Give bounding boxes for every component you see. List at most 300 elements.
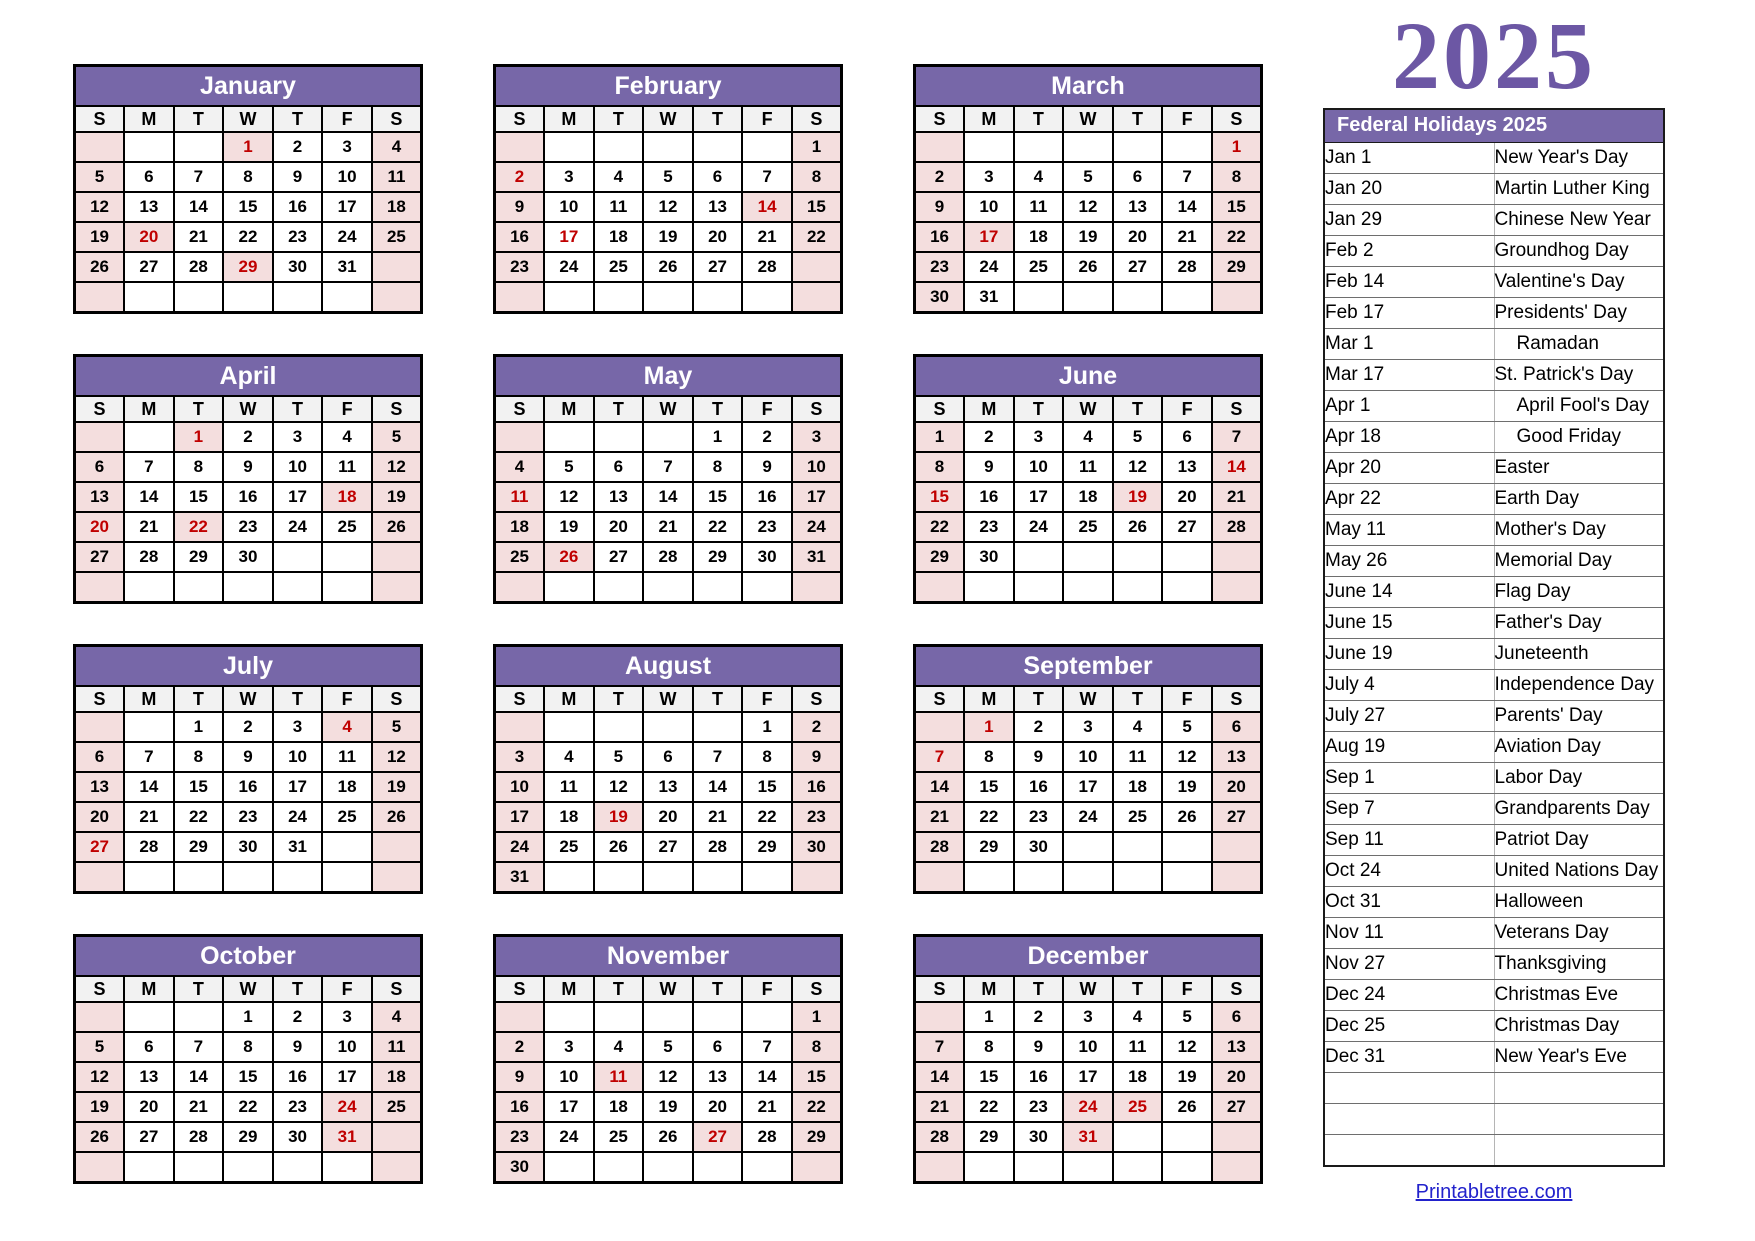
day-cell: 1 — [223, 132, 273, 162]
holiday-date: Jan 1 — [1324, 143, 1494, 174]
day-cell: 20 — [1113, 222, 1163, 252]
day-cell — [273, 282, 323, 313]
day-cell — [693, 1152, 743, 1183]
day-cell: 27 — [1212, 1092, 1262, 1122]
day-cell: 25 — [544, 832, 594, 862]
day-cell: 8 — [174, 452, 224, 482]
day-cell — [693, 862, 743, 893]
holiday-name: Labor Day — [1494, 763, 1664, 794]
day-cell: 30 — [223, 542, 273, 572]
day-cell — [124, 1002, 174, 1032]
day-cell: 23 — [964, 512, 1014, 542]
month-august — [493, 644, 843, 894]
day-cell — [495, 422, 545, 452]
weekday-header: W — [223, 976, 273, 1002]
day-cell: 26 — [643, 1122, 693, 1152]
day-cell: 30 — [273, 1122, 323, 1152]
day-cell — [643, 572, 693, 603]
day-cell: 17 — [322, 192, 372, 222]
holiday-row — [1324, 236, 1664, 267]
day-cell: 1 — [742, 712, 792, 742]
weekday-header: W — [1063, 976, 1113, 1002]
month-may — [493, 354, 843, 604]
day-cell: 22 — [174, 802, 224, 832]
day-cell — [643, 282, 693, 313]
day-cell: 19 — [372, 772, 422, 802]
day-cell: 27 — [594, 542, 644, 572]
weekday-header: T — [1014, 686, 1064, 712]
day-cell — [174, 282, 224, 313]
day-cell — [792, 862, 842, 893]
day-cell: 22 — [223, 1092, 273, 1122]
holiday-date: July 27 — [1324, 701, 1494, 732]
weekday-header: T — [174, 396, 224, 422]
holiday-name: Ramadan — [1494, 329, 1664, 360]
holiday-row — [1324, 360, 1664, 391]
holiday-row-empty — [1324, 1135, 1664, 1167]
weekday-header: S — [792, 976, 842, 1002]
holiday-date: May 26 — [1324, 546, 1494, 577]
holiday-name: Easter — [1494, 453, 1664, 484]
day-cell: 30 — [915, 282, 965, 313]
day-cell: 17 — [544, 1092, 594, 1122]
day-cell — [643, 132, 693, 162]
day-cell: 29 — [174, 542, 224, 572]
day-cell: 24 — [1014, 512, 1064, 542]
holiday-name: Veterans Day — [1494, 918, 1664, 949]
day-cell: 22 — [792, 222, 842, 252]
holiday-name: Good Friday — [1494, 422, 1664, 453]
day-cell — [544, 572, 594, 603]
holiday-row — [1324, 608, 1664, 639]
day-cell: 10 — [544, 1062, 594, 1092]
holiday-date-empty — [1324, 1135, 1494, 1167]
holiday-date: Jan 20 — [1324, 174, 1494, 205]
day-cell — [742, 862, 792, 893]
day-cell: 5 — [594, 742, 644, 772]
day-cell: 25 — [1063, 512, 1113, 542]
day-cell: 22 — [964, 802, 1014, 832]
weekday-header: F — [322, 106, 372, 132]
day-cell: 21 — [742, 1092, 792, 1122]
month-november — [493, 934, 843, 1184]
day-cell: 6 — [75, 742, 125, 772]
day-cell — [322, 542, 372, 572]
day-cell: 15 — [174, 482, 224, 512]
day-cell: 13 — [643, 772, 693, 802]
day-cell: 27 — [1162, 512, 1212, 542]
day-cell: 7 — [915, 1032, 965, 1062]
day-cell: 16 — [273, 1062, 323, 1092]
day-cell: 12 — [643, 1062, 693, 1092]
day-cell: 20 — [124, 222, 174, 252]
day-cell: 16 — [223, 772, 273, 802]
day-cell: 24 — [322, 1092, 372, 1122]
day-cell: 1 — [964, 712, 1014, 742]
day-cell: 1 — [1212, 132, 1262, 162]
day-cell — [964, 132, 1014, 162]
day-cell — [1162, 542, 1212, 572]
holiday-date: Mar 1 — [1324, 329, 1494, 360]
day-cell: 19 — [594, 802, 644, 832]
weekday-header: T — [174, 686, 224, 712]
weekday-header: M — [544, 976, 594, 1002]
day-cell: 25 — [322, 512, 372, 542]
day-cell: 9 — [792, 742, 842, 772]
day-cell: 31 — [273, 832, 323, 862]
weekday-header: S — [495, 106, 545, 132]
day-cell: 16 — [915, 222, 965, 252]
day-cell: 21 — [643, 512, 693, 542]
holiday-name: Earth Day — [1494, 484, 1664, 515]
day-cell — [75, 282, 125, 313]
weekday-header: F — [742, 396, 792, 422]
day-cell: 4 — [1113, 712, 1163, 742]
day-cell: 16 — [742, 482, 792, 512]
day-cell: 7 — [1162, 162, 1212, 192]
day-cell — [742, 1002, 792, 1032]
holiday-date: Sep 11 — [1324, 825, 1494, 856]
day-cell: 25 — [594, 252, 644, 282]
day-cell — [174, 132, 224, 162]
day-cell: 15 — [693, 482, 743, 512]
day-cell: 17 — [964, 222, 1014, 252]
day-cell: 27 — [124, 1122, 174, 1152]
day-cell: 10 — [273, 742, 323, 772]
day-cell: 1 — [174, 712, 224, 742]
day-cell: 12 — [544, 482, 594, 512]
day-cell: 2 — [1014, 1002, 1064, 1032]
day-cell: 6 — [75, 452, 125, 482]
day-cell — [174, 1002, 224, 1032]
day-cell — [1113, 862, 1163, 893]
day-cell: 1 — [693, 422, 743, 452]
day-cell: 14 — [124, 482, 174, 512]
day-cell: 18 — [322, 772, 372, 802]
day-cell: 18 — [1014, 222, 1064, 252]
day-cell: 31 — [964, 282, 1014, 313]
day-cell — [372, 572, 422, 603]
day-cell: 8 — [915, 452, 965, 482]
day-cell: 7 — [693, 742, 743, 772]
holiday-row — [1324, 422, 1664, 453]
weekday-header: S — [495, 976, 545, 1002]
day-cell: 9 — [273, 162, 323, 192]
month-title: June — [915, 356, 1262, 397]
weekday-header: S — [915, 106, 965, 132]
day-cell — [174, 1152, 224, 1183]
holiday-name: Halloween — [1494, 887, 1664, 918]
day-cell: 26 — [594, 832, 644, 862]
holiday-date: Oct 24 — [1324, 856, 1494, 887]
day-cell: 11 — [495, 482, 545, 512]
day-cell — [594, 132, 644, 162]
day-cell: 16 — [223, 482, 273, 512]
weekday-header: W — [643, 106, 693, 132]
day-cell: 31 — [322, 1122, 372, 1152]
day-cell — [1063, 832, 1113, 862]
day-cell: 8 — [742, 742, 792, 772]
day-cell — [1063, 862, 1113, 893]
day-cell — [964, 572, 1014, 603]
day-cell — [915, 572, 965, 603]
holiday-row — [1324, 732, 1664, 763]
day-cell: 11 — [1113, 1032, 1163, 1062]
day-cell — [124, 572, 174, 603]
day-cell — [1162, 1122, 1212, 1152]
day-cell — [273, 1152, 323, 1183]
months-grid — [73, 64, 1263, 1176]
day-cell: 10 — [273, 452, 323, 482]
day-cell: 29 — [693, 542, 743, 572]
holiday-name: Aviation Day — [1494, 732, 1664, 763]
weekday-header: W — [223, 396, 273, 422]
day-cell: 1 — [223, 1002, 273, 1032]
holiday-row — [1324, 267, 1664, 298]
weekday-header: W — [643, 976, 693, 1002]
day-cell: 21 — [174, 1092, 224, 1122]
holiday-row — [1324, 1011, 1664, 1042]
weekday-header: T — [1113, 396, 1163, 422]
year-title: 2025 — [1392, 2, 1596, 109]
weekday-header: M — [544, 106, 594, 132]
holiday-name-empty — [1494, 1073, 1664, 1104]
day-cell: 28 — [124, 542, 174, 572]
day-cell: 24 — [792, 512, 842, 542]
day-cell: 4 — [495, 452, 545, 482]
day-cell: 18 — [594, 222, 644, 252]
holiday-name: Chinese New Year — [1494, 205, 1664, 236]
day-cell: 11 — [372, 1032, 422, 1062]
holiday-row — [1324, 391, 1664, 422]
holiday-date: Nov 11 — [1324, 918, 1494, 949]
day-cell: 21 — [915, 1092, 965, 1122]
day-cell: 4 — [322, 422, 372, 452]
day-cell: 3 — [322, 1002, 372, 1032]
day-cell — [174, 862, 224, 893]
day-cell: 17 — [792, 482, 842, 512]
day-cell: 18 — [1113, 772, 1163, 802]
day-cell: 14 — [643, 482, 693, 512]
day-cell — [495, 1002, 545, 1032]
day-cell: 6 — [124, 162, 174, 192]
day-cell: 16 — [1014, 1062, 1064, 1092]
day-cell: 29 — [915, 542, 965, 572]
day-cell — [1212, 832, 1262, 862]
day-cell — [223, 1152, 273, 1183]
day-cell: 23 — [792, 802, 842, 832]
day-cell: 14 — [124, 772, 174, 802]
day-cell: 27 — [693, 1122, 743, 1152]
month-title: September — [915, 646, 1262, 687]
day-cell: 22 — [915, 512, 965, 542]
footer — [1323, 1181, 1665, 1204]
day-cell: 27 — [643, 832, 693, 862]
day-cell: 29 — [964, 832, 1014, 862]
day-cell: 30 — [495, 1152, 545, 1183]
day-cell: 22 — [792, 1092, 842, 1122]
day-cell: 4 — [322, 712, 372, 742]
day-cell: 13 — [693, 1062, 743, 1092]
day-cell — [1063, 572, 1113, 603]
day-cell: 3 — [273, 712, 323, 742]
day-cell — [915, 1002, 965, 1032]
day-cell: 1 — [964, 1002, 1014, 1032]
day-cell: 15 — [174, 772, 224, 802]
day-cell: 27 — [124, 252, 174, 282]
day-cell: 1 — [915, 422, 965, 452]
day-cell: 8 — [693, 452, 743, 482]
day-cell — [75, 1002, 125, 1032]
day-cell — [594, 282, 644, 313]
holiday-date: Feb 17 — [1324, 298, 1494, 329]
weekday-header: S — [75, 686, 125, 712]
day-cell: 31 — [792, 542, 842, 572]
weekday-header: S — [792, 686, 842, 712]
day-cell: 8 — [174, 742, 224, 772]
weekday-header: W — [223, 106, 273, 132]
holiday-name: April Fool's Day — [1494, 391, 1664, 422]
holiday-date: Feb 14 — [1324, 267, 1494, 298]
day-cell: 17 — [273, 482, 323, 512]
day-cell: 9 — [495, 192, 545, 222]
day-cell: 23 — [742, 512, 792, 542]
day-cell: 5 — [1113, 422, 1163, 452]
holiday-date: Mar 17 — [1324, 360, 1494, 391]
day-cell: 18 — [544, 802, 594, 832]
weekday-header: M — [124, 976, 174, 1002]
day-cell: 20 — [124, 1092, 174, 1122]
month-april — [73, 354, 423, 604]
day-cell: 15 — [964, 1062, 1014, 1092]
day-cell: 17 — [1014, 482, 1064, 512]
weekday-header: T — [693, 686, 743, 712]
day-cell: 11 — [322, 452, 372, 482]
weekday-header: W — [643, 686, 693, 712]
weekday-header: F — [322, 976, 372, 1002]
day-cell: 23 — [223, 512, 273, 542]
weekday-header: S — [495, 396, 545, 422]
weekday-header: T — [1014, 106, 1064, 132]
day-cell — [915, 1152, 965, 1183]
holiday-row — [1324, 639, 1664, 670]
day-cell: 13 — [1162, 452, 1212, 482]
day-cell: 14 — [915, 772, 965, 802]
day-cell — [1212, 1152, 1262, 1183]
weekday-header: T — [693, 976, 743, 1002]
day-cell: 11 — [372, 162, 422, 192]
day-cell: 9 — [223, 452, 273, 482]
day-cell: 21 — [1212, 482, 1262, 512]
day-cell: 3 — [544, 162, 594, 192]
holiday-row — [1324, 174, 1664, 205]
weekday-header: S — [1212, 106, 1262, 132]
day-cell: 7 — [1212, 422, 1262, 452]
day-cell: 4 — [372, 1002, 422, 1032]
day-cell: 17 — [495, 802, 545, 832]
holiday-row — [1324, 143, 1664, 174]
day-cell: 16 — [495, 1092, 545, 1122]
printabletree-link[interactable]: Printabletree.com — [1415, 1181, 1573, 1203]
day-cell: 25 — [594, 1122, 644, 1152]
day-cell — [124, 1152, 174, 1183]
day-cell: 1 — [792, 132, 842, 162]
day-cell — [792, 572, 842, 603]
day-cell — [1162, 572, 1212, 603]
holiday-name: Memorial Day — [1494, 546, 1664, 577]
holiday-date: Aug 19 — [1324, 732, 1494, 763]
weekday-header: S — [495, 686, 545, 712]
day-cell — [544, 1002, 594, 1032]
day-cell: 6 — [594, 452, 644, 482]
day-cell: 19 — [544, 512, 594, 542]
day-cell: 11 — [1113, 742, 1163, 772]
holiday-row — [1324, 484, 1664, 515]
weekday-header: F — [322, 396, 372, 422]
day-cell: 6 — [693, 162, 743, 192]
day-cell: 24 — [1063, 802, 1113, 832]
day-cell — [273, 542, 323, 572]
day-cell: 9 — [1014, 1032, 1064, 1062]
day-cell: 29 — [174, 832, 224, 862]
day-cell: 28 — [693, 832, 743, 862]
day-cell: 12 — [1162, 742, 1212, 772]
day-cell: 21 — [124, 512, 174, 542]
day-cell: 17 — [322, 1062, 372, 1092]
day-cell: 10 — [322, 162, 372, 192]
day-cell: 31 — [495, 862, 545, 893]
day-cell: 14 — [742, 1062, 792, 1092]
day-cell — [75, 132, 125, 162]
day-cell: 17 — [273, 772, 323, 802]
day-cell: 9 — [915, 192, 965, 222]
day-cell — [1063, 282, 1113, 313]
day-cell — [174, 572, 224, 603]
day-cell: 5 — [544, 452, 594, 482]
day-cell — [1014, 572, 1064, 603]
month-december — [913, 934, 1263, 1184]
day-cell — [273, 862, 323, 893]
holiday-name: Father's Day — [1494, 608, 1664, 639]
day-cell: 15 — [742, 772, 792, 802]
day-cell: 2 — [915, 162, 965, 192]
day-cell: 30 — [742, 542, 792, 572]
day-cell — [124, 282, 174, 313]
day-cell: 24 — [273, 802, 323, 832]
day-cell: 26 — [75, 252, 125, 282]
day-cell — [75, 862, 125, 893]
day-cell: 23 — [1014, 802, 1064, 832]
day-cell — [322, 832, 372, 862]
day-cell — [792, 1152, 842, 1183]
weekday-header: T — [174, 976, 224, 1002]
day-cell — [372, 252, 422, 282]
day-cell: 3 — [322, 132, 372, 162]
weekday-header: F — [1162, 106, 1212, 132]
day-cell — [322, 1152, 372, 1183]
weekday-header: T — [693, 396, 743, 422]
day-cell: 24 — [544, 252, 594, 282]
day-cell: 20 — [594, 512, 644, 542]
weekday-header: F — [322, 686, 372, 712]
holiday-name: Parents' Day — [1494, 701, 1664, 732]
day-cell: 20 — [1212, 772, 1262, 802]
day-cell: 21 — [1162, 222, 1212, 252]
day-cell — [273, 572, 323, 603]
day-cell — [594, 422, 644, 452]
day-cell: 16 — [792, 772, 842, 802]
day-cell — [1162, 862, 1212, 893]
